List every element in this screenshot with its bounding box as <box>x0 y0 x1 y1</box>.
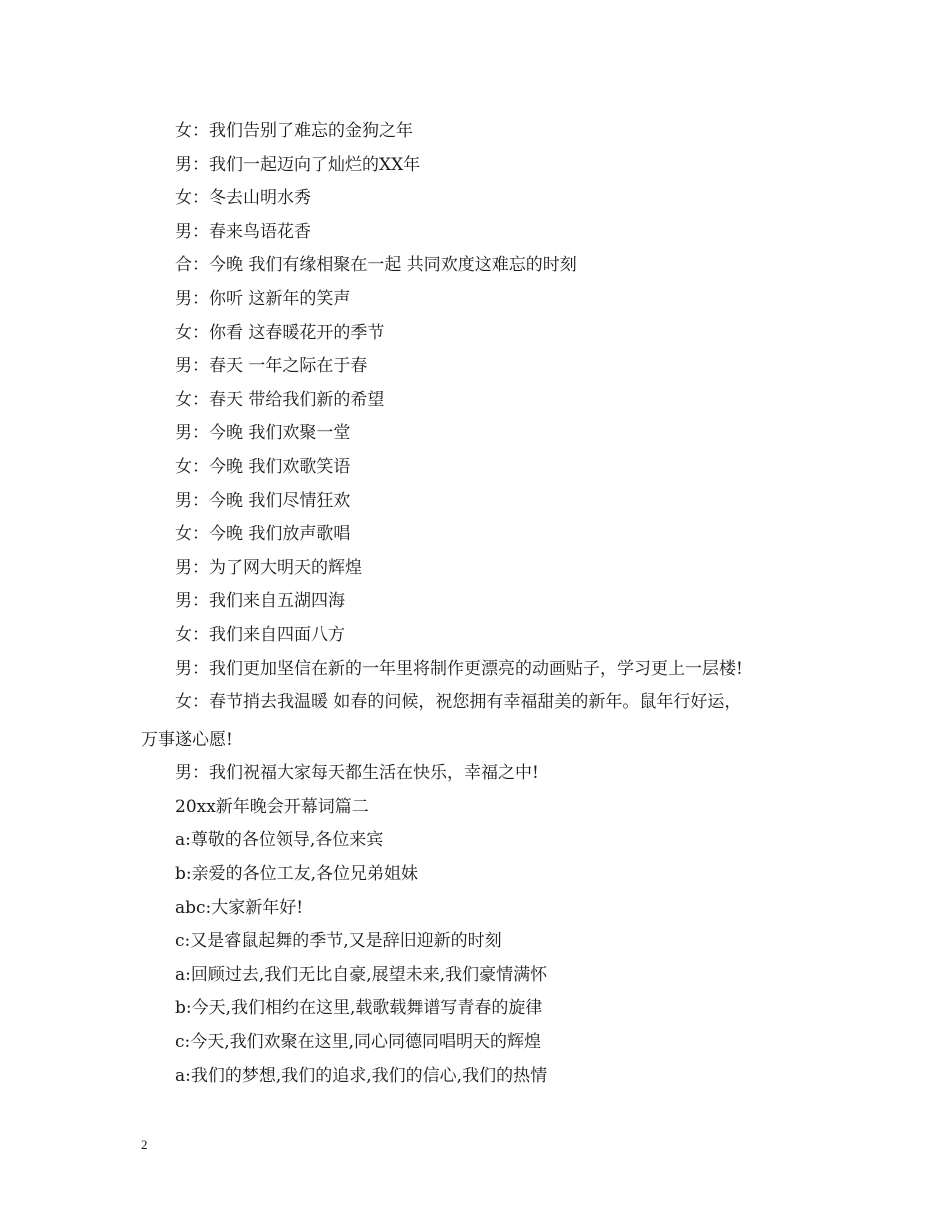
text-line: a:回顾过去,我们无比自豪,展望未来,我们豪情满怀 <box>175 964 548 985</box>
text-line: a:尊敬的各位领导,各位来宾 <box>175 830 384 851</box>
text-line: 男：春来鸟语花香 <box>175 221 311 242</box>
text-line: c:又是睿鼠起舞的季节,又是辞旧迎新的时刻 <box>175 931 502 952</box>
text-line: a:我们的梦想,我们的追求,我们的信心,我们的热情 <box>175 1065 548 1086</box>
text-line: 男：我们祝福大家每天都生活在快乐，幸福之中! <box>175 763 539 784</box>
document-body <box>141 115 811 1093</box>
text-line: 男：春天 一年之际在于春 <box>175 356 368 377</box>
text-line: 女：我们来自四面八方 <box>175 624 345 645</box>
text-line: 男：我们一起迈向了灿烂的XX年 <box>175 154 421 175</box>
text-line: 男：你听 这新年的笑声 <box>175 288 351 309</box>
text-line: 男：今晚 我们尽情狂欢 <box>175 490 351 511</box>
text-line: 男：为了网大明天的辉煌 <box>175 557 362 578</box>
text-line: 男：我们来自五湖四海 <box>175 591 345 612</box>
text-line: b:亲爱的各位工友,各位兄弟姐妹 <box>175 864 419 885</box>
text-line: 女：春节捎去我温暖 如春的问候，祝您拥有幸福甜美的新年。鼠年行好运， <box>175 692 742 713</box>
text-line: b:今天,我们相约在这里,载歌载舞谱写青春的旋律 <box>175 998 543 1019</box>
section-heading: 20xx新年晚会开幕词篇二 <box>175 796 369 817</box>
text-line: 合：今晚 我们有缘相聚在一起 共同欢度这难忘的时刻 <box>175 255 577 276</box>
text-line: abc:大家新年好! <box>175 897 304 918</box>
text-line: 女：今晚 我们放声歌唱 <box>175 524 351 545</box>
text-line: 女：冬去山明水秀 <box>175 188 311 209</box>
text-line: 男：今晚 我们欢聚一堂 <box>175 423 351 444</box>
text-line: 女：春天 带给我们新的希望 <box>175 389 385 410</box>
text-line: 男：我们更加坚信在新的一年里将制作更漂亮的动画贴子，学习更上一层楼! <box>175 658 743 679</box>
text-line: 女：今晚 我们欢歌笑语 <box>175 456 351 477</box>
text-line: c:今天,我们欢聚在这里,同心同德同唱明天的辉煌 <box>175 1032 542 1053</box>
text-line: 女：你看 这春暖花开的季节 <box>175 322 385 343</box>
text-line: 女：我们告别了难忘的金狗之年 <box>175 121 413 141</box>
text-line-continuation: 万事遂心愿! <box>141 729 233 750</box>
page-number: 2 <box>141 1137 148 1152</box>
